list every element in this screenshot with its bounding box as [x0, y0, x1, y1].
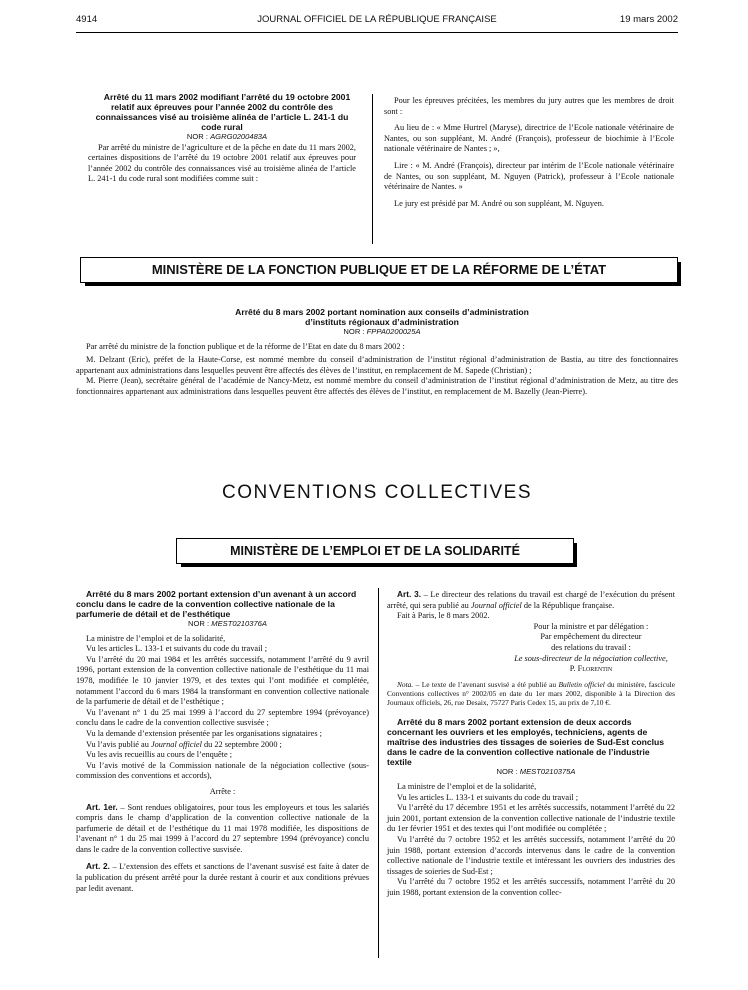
text-run: – Sont rendues obligatoires, pour tous les employeurs et tous les salariés compris dans le champ d’application de la convention collective nationale de la parfumerie de détail et de l’esthétique du 11 mai 1978 modifiée, les dispositions de l’avenant n° 1 du 25 mai 1999 à l’accord du 27 septembre 1994 (prévoyance) conclu dans le cadre de la convention collective susvisée.: [76, 802, 369, 854]
nor-label: NOR :: [188, 619, 210, 628]
arrete-title-line: d’instituts régionaux d’administration: [305, 317, 459, 327]
arrete-title: Arrêté du 8 mars 2002 portant extension d’un avenant à un accord conclu dans le cadre de la convention collective nationale de la parfumerie de détail et de l’esthétique: [76, 589, 357, 619]
top-right-column: [384, 96, 674, 209]
text-run: du 22 septembre 2000 ;: [201, 739, 282, 749]
paragraph: Vu les avis recueillis au cours de l’enquête ;: [86, 750, 233, 760]
paragraph: Vu l’avis motivé de la Commission nationale de la négociation collective (sous-commission des conventions et accords),: [76, 760, 369, 781]
nota: [387, 680, 675, 708]
nor-line: [88, 132, 356, 143]
paragraph: Pour les épreuves précitées, les membres du jury autres que les membres de droit sont :: [384, 96, 674, 116]
signature-line: Par empêchement du directeur: [540, 632, 642, 642]
arrete-word: Arrête :: [209, 786, 236, 796]
signature-line: Pour la ministre et par délégation :: [533, 621, 649, 631]
arrete-title: Arrêté du 8 mars 2002 portant extension de deux accords concernant les ouvriers et les employés, techniciens, agents de maîtrise des industries des tissages de soieries de Sud-Est conclus dans le cadre de la convention collective nationale de l’industrie textile: [387, 717, 665, 768]
paragraph: Vu l’arrêté du 7 octobre 1952 et les arrêtés successifs, notamment l’arrêté du 20 juin 1988, portant extension de la convention collec-: [387, 877, 675, 897]
issue-date: 19 mars 2002: [619, 14, 678, 25]
ministry-heading: MINISTÈRE DE LA FONCTION PUBLIQUE ET DE LA RÉFORME DE L’ÉTAT: [80, 257, 678, 283]
text-run: Journal officiel: [150, 739, 202, 749]
paragraph: Au lieu de : « Mme Hurtrel (Maryse), directrice de l’Ecole nationale vétérinaire de Nantes, ou son suppléant, M. André (François), professeur de biochimie à l’Ecole nationale vétérinaire de Nantes ; »,: [384, 123, 674, 154]
signature-line: Le sous-directeur de la négociation collective,: [514, 653, 668, 663]
nor-code: FPPA0200025A: [366, 327, 421, 336]
nor-code: AGRG0200483A: [210, 132, 268, 141]
paragraph: Vu les articles L. 133-1 et suivants du code du travail ;: [86, 644, 268, 654]
article: [76, 861, 369, 894]
section-title: CONVENTIONS COLLECTIVES: [221, 482, 533, 503]
text-run: Vu l’avis publié au: [86, 739, 151, 749]
signatory-name: P. Florentin: [569, 664, 613, 674]
text-run: de la République française.: [521, 600, 615, 610]
article-label: Art. 1er.: [86, 801, 118, 812]
body-paragraph: Par arrêté du ministre de l’agriculture et de la pêche en date du 11 mars 2002, certaines dispositions de l’arrêté du 19 octobre 2001 relatif aux épreuves pour l’année 2002 du contrôle des connaissances visé au troisième alinéa de l’article L. 241-1 du code rural sont modifiées comme suit :: [88, 142, 356, 184]
paragraph: Vu l’arrêté du 7 octobre 1952 et les arrêtés successifs, notamment l’arrêté du 20 juin 1988, portant extension d’accords intervenus dans le cadre de la convention collective nationale de l’industrie textile et intéressant les ouvriers des industries des tissages de soieries de Sud-Est ;: [387, 834, 675, 876]
text-run: Bulletin officiel: [558, 679, 605, 689]
paragraph: Le jury est présidé par M. André ou son suppléant, M. Nguyen.: [394, 198, 604, 208]
page-number: 4914: [76, 14, 98, 25]
nota-label: Nota.: [397, 679, 414, 689]
arrete-title: Arrêté du 11 mars 2002 modifiant l’arrêté du 19 octobre 2001 relatif aux épreuves pour l’année 2002 du contrôle des connaissances visé au troisième alinéa de l’article L. 241-1 du code rural: [95, 92, 351, 132]
text-run: Journal officiel: [470, 600, 522, 610]
paragraph: La ministre de l’emploi et de la solidarité,: [86, 633, 226, 643]
paragraph: Vu l’arrêté du 17 décembre 1951 et les arrêtés successifs, notamment l’arrêté du 22 juin 2001, portant extension de la convention collective nationale de l’industrie textile du 1er février 1951 et des textes qui l’ont modifiée ou complétée ;: [387, 803, 675, 834]
nor-line: [387, 767, 675, 778]
nor-line: [76, 619, 369, 630]
signature-block: [507, 622, 675, 675]
signature-line: des relations du travail :: [551, 642, 631, 652]
header-rule: [76, 32, 678, 33]
bottom-right-column: [387, 589, 675, 898]
text-run: du ministère, fascicule Conventions collectives n° 2002/05 en date du 1er mars 2002, disponible à la Direction des Journaux officiels, 26, rue Desaix, 75727 Paris Cedex 15, au prix de 7,10 €.: [387, 679, 675, 708]
column-divider: [378, 588, 379, 958]
text-run: – Le directeur des relations du travail est chargé de l’exécution du présent arrêté, qui sera publié au: [387, 590, 675, 610]
journal-title: JOURNAL OFFICIEL DE LA RÉPUBLIQUE FRANÇAISE: [257, 14, 497, 25]
paragraph: Vu l’arrêté du 20 mai 1984 et les arrêtés successifs, notamment l’arrêté du 9 avril 1996, portant extension de la convention collective nationale de l’esthétique du 11 mai 1978, modifiée le 10 janvier 1979, et des textes qui l’ont modifiée et complétée, notamment l’accord du 6 mars 1984 la transformant en convention collective nationale de la parfumerie de détail et de l’esthétique ;: [76, 654, 369, 707]
article-label: Art. 2.: [86, 861, 110, 872]
text-run: – L’extension des effets et sanctions de l’avenant susvisé est faite à dater de la publication du présent arrêté pour la durée restant à courir et aux conditions prévues par ledit avenant.: [76, 862, 369, 893]
nor-code: MEST0210376A: [211, 619, 267, 628]
paragraph: Lire : « M. André (François), directeur par intérim de l’Ecole nationale vétérinaire de Nantes, ou son suppléant, M. Nguyen (Patrick), professeur à l’Ecole nationale vétérinaire de Nantes. »: [384, 160, 674, 192]
article: [387, 589, 675, 611]
article-label: Art. 3.: [397, 589, 422, 599]
running-header: [76, 14, 678, 30]
paragraph: M. Pierre (Jean), secrétaire général de l’académie de Nancy-Metz, est nommé membre du conseil d’administration de l’institut régional d’administration de Metz, au titre des fonctionnaires appartenant aux administrations dans lesquelles peuvent être affectés des élèves de l’institut, en remplacement de M. Bazelly (Jean-Pierre).: [76, 376, 678, 396]
ministry-heading: MINISTÈRE DE L’EMPLOI ET DE LA SOLIDARITÉ: [176, 538, 574, 564]
paragraph: La ministre de l’emploi et de la solidarité,: [397, 781, 537, 791]
article: [76, 802, 369, 856]
bottom-left-column: [76, 589, 369, 894]
nor-label: NOR :: [343, 327, 365, 336]
paragraph: Vu les articles L. 133-1 et suivants du code du travail ;: [397, 792, 579, 802]
text-run: – Le texte de l’avenant susvisé a été publié au: [413, 679, 559, 689]
nor-label: NOR :: [496, 767, 518, 777]
top-left-column: [88, 92, 356, 185]
nor-label: NOR :: [186, 132, 208, 141]
paragraph: Par arrêté du ministre de la fonction publique et de la réforme de l’Etat en date du 8 mars 2002 :: [86, 341, 405, 351]
column-divider: [372, 94, 373, 244]
paragraph: Vu l’avenant n° 1 du 25 mai 1999 à l’accord du 27 septembre 1994 (prévoyance) conclu dans le cadre de la convention collective susvisée ;: [76, 707, 369, 728]
fonction-publique-section: [76, 307, 678, 398]
nor-code: MEST0210375A: [519, 767, 576, 777]
signature-place-date: Fait à Paris, le 8 mars 2002.: [397, 611, 490, 621]
arrete-title-line: Arrêté du 8 mars 2002 portant nomination aux conseils d’administration: [235, 307, 529, 317]
nor-line: [76, 327, 678, 338]
paragraph: M. Delzant (Eric), préfet de la Haute-Corse, est nommé membre du conseil d’administration de l’institut régional d’administration de Bastia, au titre des fonctionnaires appartenant aux administrations dans lesquelles peuvent être affectés des élèves de l’institut, en remplacement de M. Sapede (Christian) ;: [76, 355, 678, 375]
paragraph: Vu la demande d’extension présentée par les organisations signataires ;: [86, 728, 322, 738]
paragraph: [76, 740, 369, 751]
